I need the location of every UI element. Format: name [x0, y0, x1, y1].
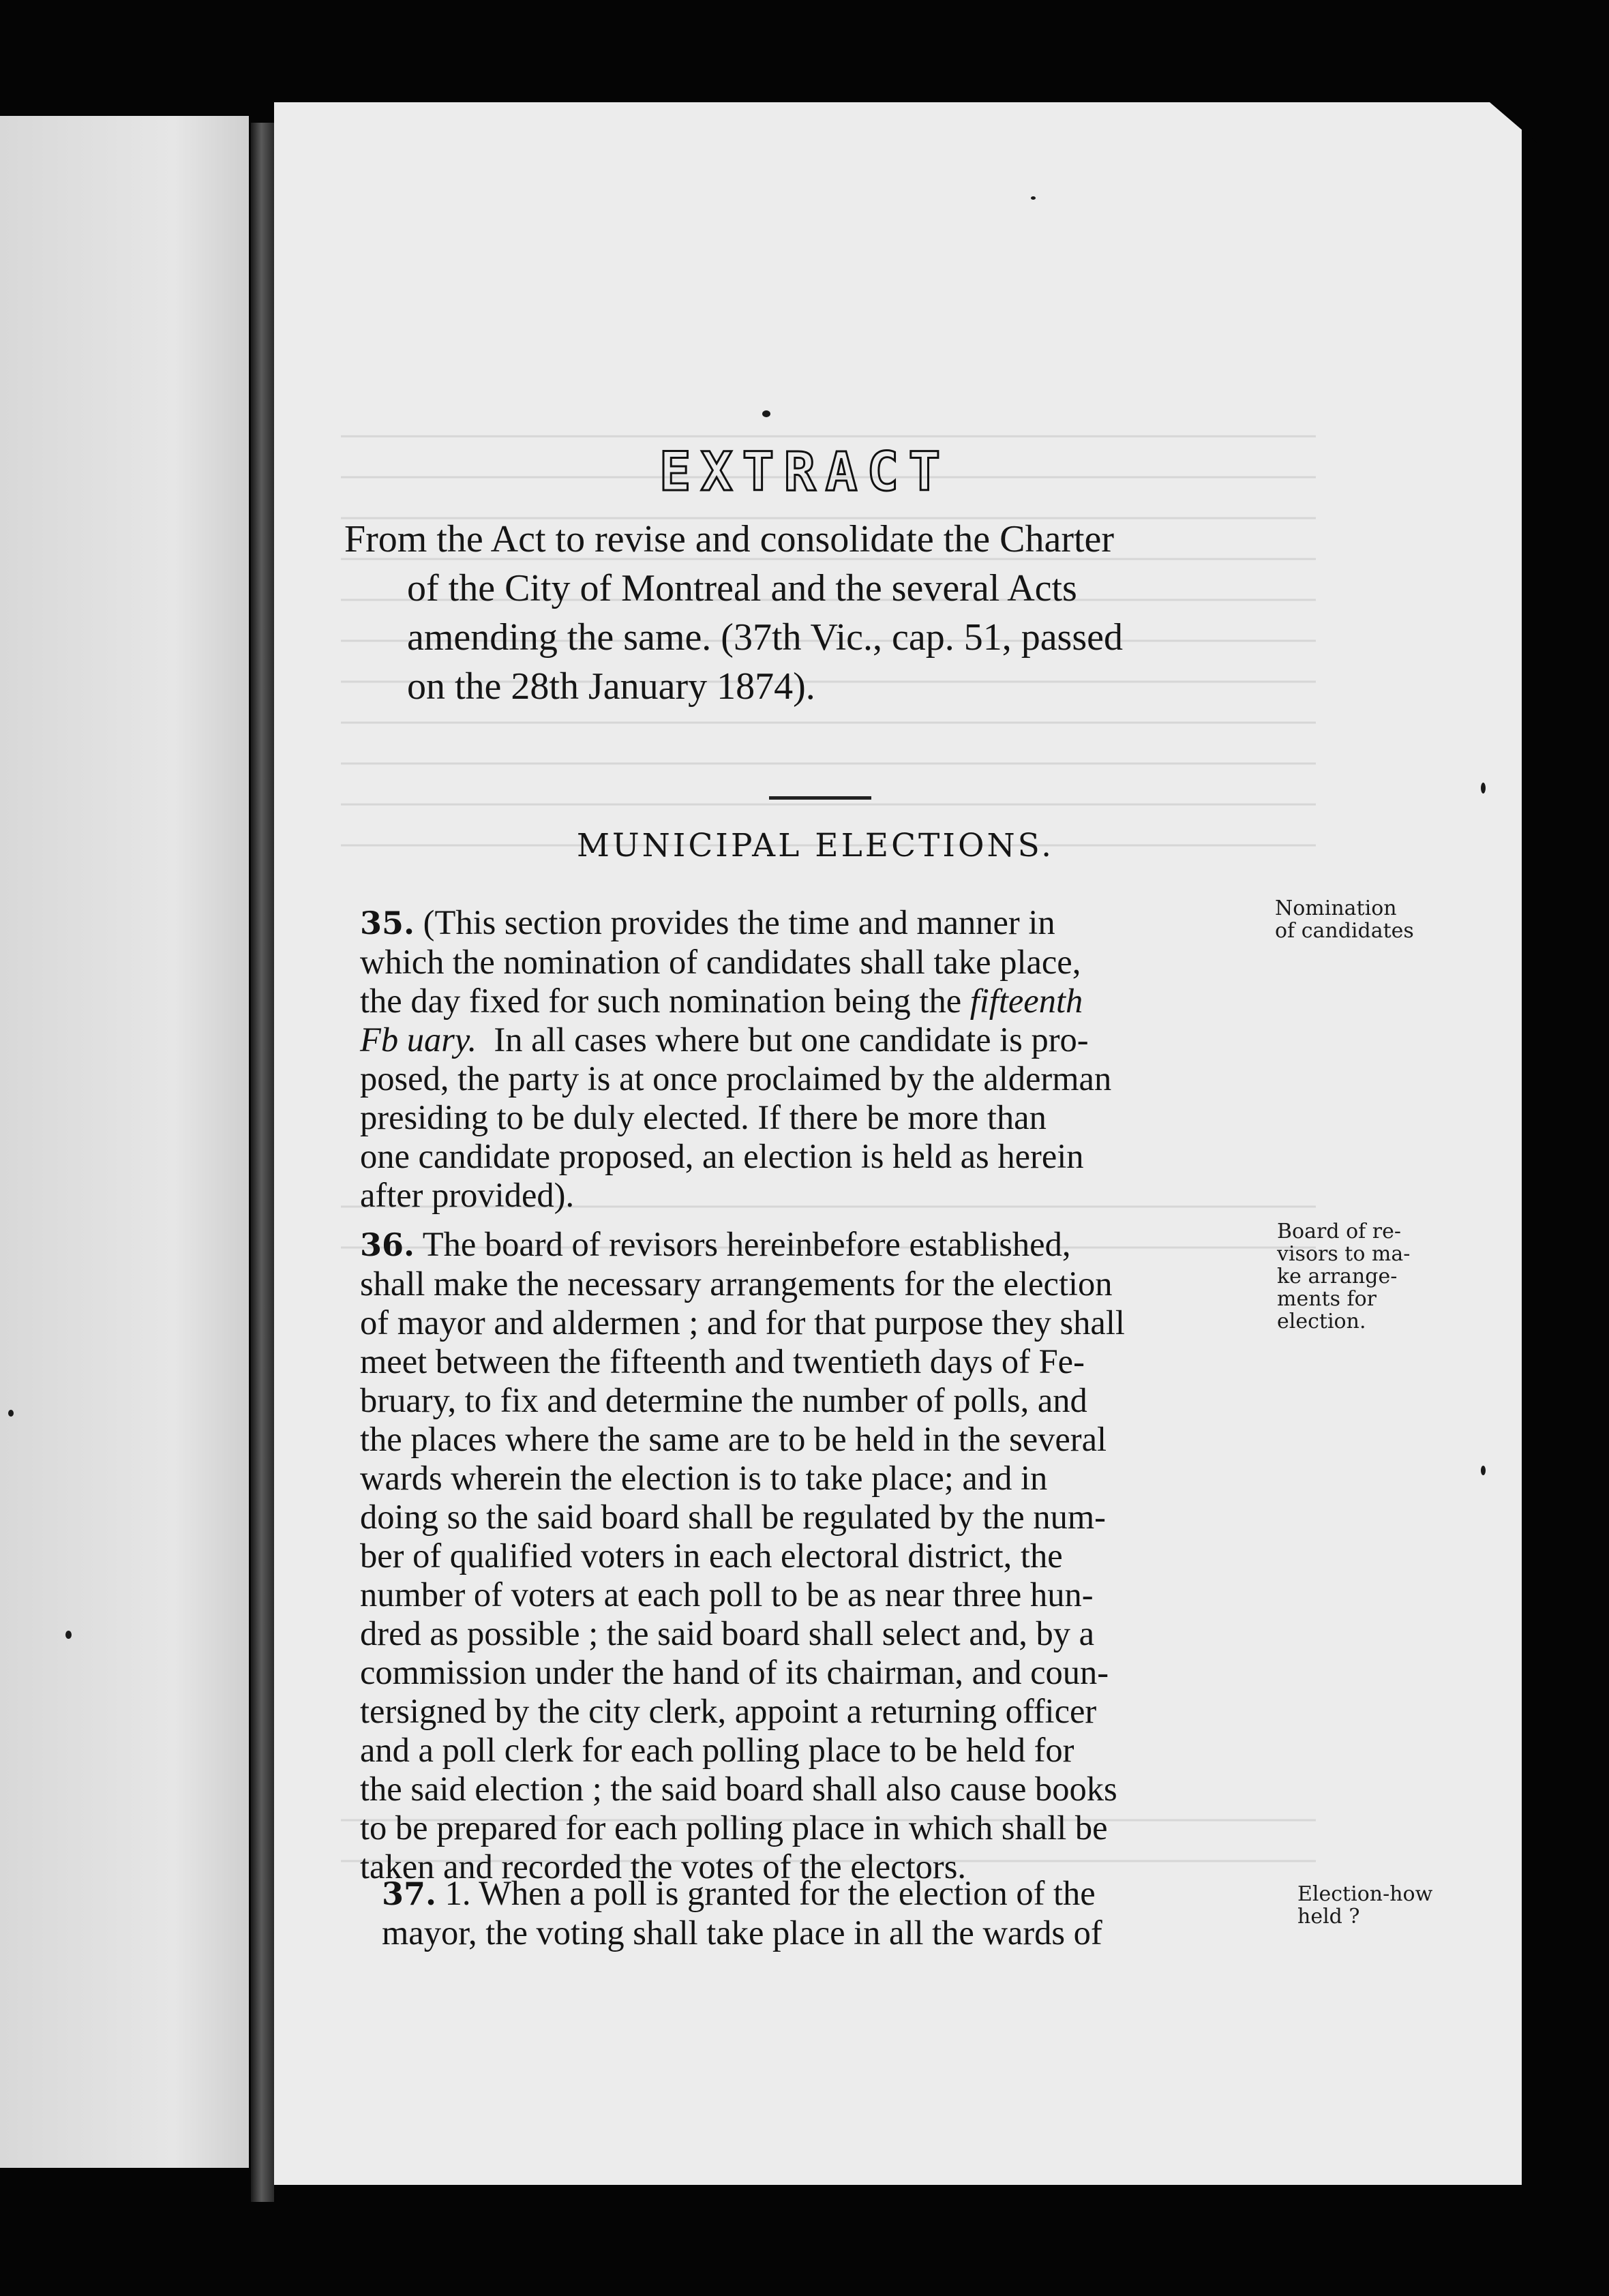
subtitle-line: amending the same. (37th Vic., cap. 51, passed: [407, 616, 1123, 659]
section-37: [382, 1874, 1102, 1952]
book-spine: [251, 123, 274, 2202]
text-line: the said election ; the said board shall also cause books: [360, 1770, 1117, 1808]
ink-speck: [762, 410, 770, 417]
section-heading: MUNICIPAL ELECTIONS.: [576, 827, 1055, 864]
section-number: 36.: [360, 1226, 415, 1263]
text-line: the places where the same are to be held in the several: [360, 1420, 1107, 1458]
ink-speck: [1481, 1466, 1486, 1475]
margin-note-line: election.: [1277, 1310, 1366, 1333]
text-line: and a poll clerk for each polling place to be held for: [360, 1731, 1074, 1769]
text-line: which the nomination of candidates shall take place,: [360, 943, 1081, 981]
facing-page: [0, 116, 249, 2168]
text-line: meet between the fifteenth and twentieth days of Fe-: [360, 1342, 1085, 1380]
divider-rule: [769, 796, 871, 800]
subtitle-line: on the 28th January 1874).: [407, 665, 815, 708]
margin-note-35: [1275, 897, 1414, 942]
text-line: of mayor and aldermen ; and for that purpose they shall: [360, 1303, 1125, 1342]
text-line: the day fixed for such nomination being the fifteenth: [360, 982, 1083, 1020]
italic-text: fifteenth: [969, 982, 1083, 1020]
text-line: bruary, to fix and determine the number of polls, and: [360, 1381, 1087, 1419]
margin-note-line: ments for: [1277, 1287, 1377, 1311]
margin-note-36: [1277, 1220, 1410, 1333]
section-36: [360, 1225, 1125, 1886]
subtitle-line: From the Act to revise and consolidate the Charter: [344, 518, 1115, 560]
margin-note-line: Election-how: [1297, 1882, 1433, 1906]
margin-note-line: visors to ma-: [1277, 1242, 1411, 1266]
margin-note-line: Nomination: [1275, 896, 1397, 920]
section-number: 37.: [382, 1875, 437, 1912]
text-line: presiding to be duly elected. If there be more than: [360, 1098, 1047, 1136]
section-number: 35.: [360, 905, 415, 941]
ink-speck: [1481, 783, 1486, 794]
text-line: doing so the said board shall be regulated by the num-: [360, 1498, 1106, 1536]
document-title: EXTRACT: [659, 442, 950, 503]
text-line: 37. 1. When a poll is granted for the election of the: [382, 1874, 1096, 1912]
text-line: posed, the party is at once proclaimed by the alderman: [360, 1059, 1112, 1098]
italic-text: Fb uary.: [360, 1021, 477, 1059]
text-line: tersigned by the city clerk, appoint a returning officer: [360, 1692, 1097, 1730]
text-line: mayor, the voting shall take place in all the wards of: [382, 1914, 1102, 1952]
ink-speck: [8, 1410, 14, 1417]
text-line: to be prepared for each polling place in which shall be: [360, 1809, 1108, 1847]
ink-speck: [1031, 196, 1036, 200]
text-line: 35. (This section provides the time and manner in: [360, 903, 1055, 941]
document-subtitle: [344, 515, 1272, 711]
text-line: after provided).: [360, 1176, 575, 1214]
margin-note-line: of candidates: [1275, 919, 1414, 943]
text-line: 36. The board of revisors hereinbefore established,: [360, 1225, 1071, 1263]
text-line: commission under the hand of its chairman, and coun-: [360, 1653, 1109, 1691]
margin-note-line: held ?: [1297, 1905, 1360, 1929]
margin-note-line: ke arrange-: [1277, 1265, 1398, 1288]
text-line: shall make the necessary arrangements for the election: [360, 1265, 1113, 1303]
margin-note-37: [1297, 1883, 1432, 1928]
section-35: [360, 903, 1111, 1215]
text-line: ber of qualified voters in each electoral district, the: [360, 1537, 1063, 1575]
text-line: Fb uary. In all cases where but one candidate is pro-: [360, 1021, 1089, 1059]
ink-speck: [65, 1631, 72, 1639]
text-line: one candidate proposed, an election is held as herein: [360, 1137, 1084, 1175]
margin-note-line: Board of re-: [1277, 1220, 1402, 1243]
subtitle-line: of the City of Montreal and the several Acts: [407, 567, 1077, 609]
text-line: number of voters at each poll to be as near three hun-: [360, 1575, 1094, 1614]
text-line: wards wherein the election is to take place; and in: [360, 1459, 1048, 1497]
text-line: taken and recorded the votes of the electors.: [360, 1847, 966, 1886]
text-line: dred as possible ; the said board shall select and, by a: [360, 1614, 1095, 1652]
